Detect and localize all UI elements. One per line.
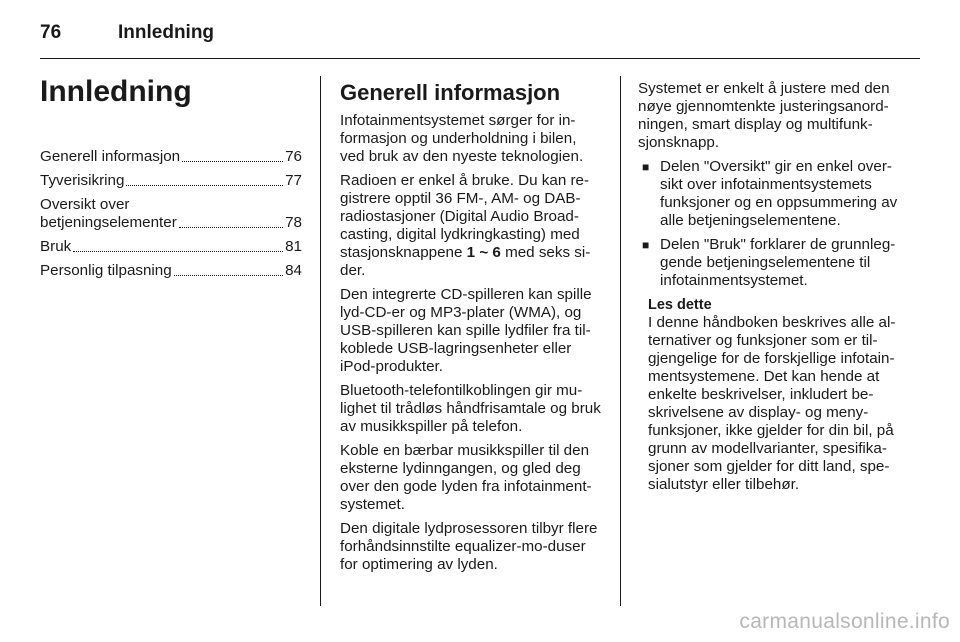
- paragraph: Infotainmentsystemet sørger for in-formasjon og underholdning i bilen, ved bruk av den nyeste teknologien.: [340, 112, 584, 165]
- list-item: [638, 236, 902, 290]
- note-text: I denne håndboken beskrives alle al-ternativer og funksjoner som er til-gjengelige for de forskjellige infotain-mentsystemene. Det kan hende at enkelte beskrivelser, inkludert be-skrivelsene av display- og meny-funksjoner, ikke gjelder for din bil, på grunn av modellvarianter, spesifika-sjoner som gjelder for ditt land, spe-sialutstyr eller tilbehør.: [648, 314, 896, 493]
- preset-buttons-label: 1 ~ 6: [466, 244, 501, 261]
- toc-leader: [182, 161, 283, 162]
- toc-item-label: Oversikt over betjeningselementer: [40, 196, 177, 231]
- toc-leader: [174, 275, 283, 276]
- toc-item-label: Generell informasjon: [40, 148, 181, 165]
- list-item: [638, 158, 902, 230]
- watermark: carmanualsonline.info: [739, 610, 950, 633]
- paragraph-text: Radioen er enkel å bruke. Du kan re-gistrere opptil 36 FM-, AM- og DAB-radiostasjoner (Digital Audio Broad-casting, digital lydkringkasting) med stasjonsknappene: [340, 172, 590, 261]
- toc-leader: [73, 251, 283, 252]
- note-title: Les dette: [648, 297, 712, 313]
- toc-column: [40, 72, 302, 286]
- page-number: 76: [40, 22, 62, 43]
- note-box: [648, 296, 902, 494]
- square-bullet-icon: ■: [642, 160, 650, 174]
- paragraph: Bluetooth-telefontilkoblingen gir mu-lighet til trådløs håndfrisamtale og bruk av musikkspiller på telefon.: [340, 382, 601, 435]
- toc-item-label: Bruk: [40, 238, 72, 255]
- toc-item-oversikt[interactable]: [40, 196, 302, 232]
- toc-item-bruk[interactable]: [40, 238, 302, 256]
- toc-leader: [179, 227, 283, 228]
- toc-item-tyverisikring[interactable]: [40, 172, 302, 190]
- paragraph: Koble en bærbar musikkspiller til den eksterne lydinngangen, og gled deg over den gode lyden fra infotainment-systemet.: [340, 442, 592, 513]
- square-bullet-icon: ■: [642, 238, 650, 252]
- toc-item-generell-informasjon[interactable]: [40, 148, 302, 166]
- list-item-text: Delen "Bruk" forklarer de grunnleg-gende betjeningselementene til infotainmentsystemet.: [660, 236, 896, 289]
- page-header: [40, 18, 920, 59]
- table-of-contents: [40, 148, 302, 280]
- toc-item-label: Personlig tilpasning: [40, 262, 172, 279]
- paragraph: [340, 172, 604, 280]
- toc-item-label: Tyverisikring: [40, 172, 125, 189]
- toc-item-page: 77: [285, 172, 302, 189]
- section-title: Generell informasjon: [340, 80, 561, 105]
- paragraph: Systemet er enkelt å justere med den nøye gjennomtenkte justeringsanord-ningen, smart display og multifunk-sjonsknapp.: [638, 80, 890, 151]
- toc-item-page: 81: [285, 238, 302, 255]
- toc-item-page: 84: [285, 262, 302, 279]
- column-divider: [320, 76, 321, 606]
- running-title: Innledning: [118, 22, 215, 43]
- list-item-text: Delen "Oversikt" gir en enkel over-sikt over infotainmentsystemets funksjoner og en oppsummering av alle betjeningselementene.: [660, 158, 898, 229]
- column-divider: [620, 76, 621, 606]
- toc-leader: [126, 185, 283, 186]
- toc-item-page: 78: [285, 214, 302, 231]
- toc-item-page: 76: [285, 148, 302, 165]
- chapter-title: Innledning: [40, 75, 192, 108]
- system-info-column: [638, 80, 902, 494]
- paragraph: Den integrerte CD-spilleren kan spille lyd-CD-er og MP3-plater (WMA), og USB-spilleren kan spille lydfiler fra til-koblede USB-lagringsenheter eller iPod-produkter.: [340, 286, 592, 375]
- toc-item-personlig-tilpasning[interactable]: [40, 262, 302, 280]
- paragraph: Den digitale lydprosessoren tilbyr flere forhåndsinnstilte equalizer-mo-duser for optimering av lyden.: [340, 520, 598, 573]
- paragraph-text: med seks si-der.: [340, 244, 591, 279]
- general-info-column: [340, 80, 604, 580]
